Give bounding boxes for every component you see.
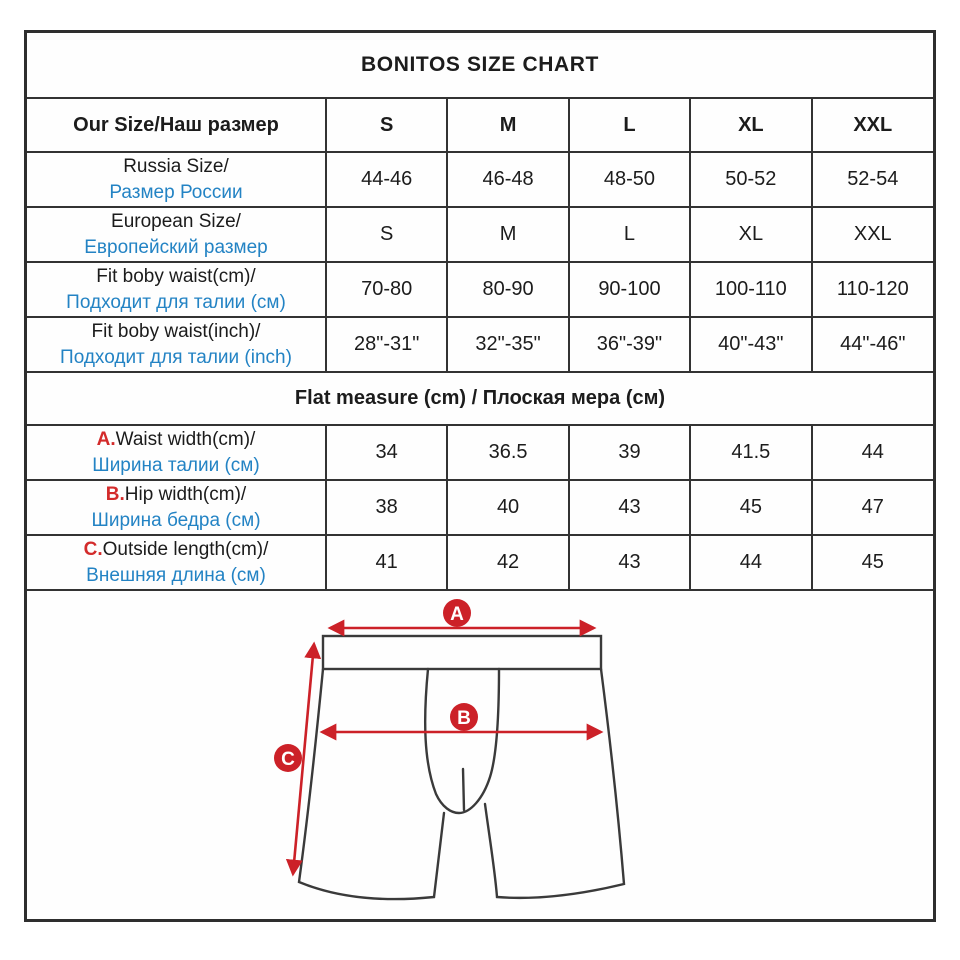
row-hip-width xyxy=(27,480,933,535)
size-value-cell: 42 xyxy=(447,535,568,590)
col-header-xl: XL xyxy=(690,98,811,152)
size-value-cell: 44"-46" xyxy=(812,317,933,372)
size-value-cell: 40"-43" xyxy=(690,317,811,372)
measure-arrows xyxy=(293,628,601,874)
row-european-size xyxy=(27,207,933,262)
flat-measure-header: Flat measure (cm) / Плоская мера (см) xyxy=(27,372,933,425)
size-value-cell: 34 xyxy=(326,425,447,480)
boxer-briefs-diagram xyxy=(27,591,933,920)
row-label-en xyxy=(27,537,325,563)
row-label-en-text: Outside length(cm)/ xyxy=(102,538,269,560)
fly-line xyxy=(463,769,464,810)
size-value-cell: 44-46 xyxy=(326,152,447,207)
header-row xyxy=(27,98,933,152)
row-label-european-size xyxy=(27,207,326,262)
size-value-cell: L xyxy=(569,207,690,262)
size-value-cell: 50-52 xyxy=(690,152,811,207)
row-label-hip-width xyxy=(27,480,326,535)
measurement-diagram xyxy=(27,591,933,920)
col-header-m: M xyxy=(447,98,568,152)
size-value-cell: 43 xyxy=(569,480,690,535)
row-label-en-text: Waist width(cm)/ xyxy=(115,428,256,450)
size-value-cell: 80-90 xyxy=(447,262,568,317)
size-value-cell: 36"-39" xyxy=(569,317,690,372)
size-value-cell: 28"-31" xyxy=(326,317,447,372)
size-value-cell: 43 xyxy=(569,535,690,590)
badge-b-label: B xyxy=(457,708,471,729)
row-label-en: Fit boby waist(inch)/ xyxy=(91,320,261,342)
row-label-fit-waist-inch xyxy=(27,317,326,372)
section-header-row xyxy=(27,372,933,425)
size-value-cell: M xyxy=(447,207,568,262)
measure-letter-c: C. xyxy=(83,538,103,560)
left-leg-outline xyxy=(299,669,444,899)
size-value-cell: 41.5 xyxy=(690,425,811,480)
size-value-cell: 44 xyxy=(690,535,811,590)
row-label-en xyxy=(27,482,325,508)
size-value-cell: 45 xyxy=(690,480,811,535)
size-chart-table xyxy=(27,33,933,591)
header-our-size: Our Size/Наш размер xyxy=(27,98,326,152)
size-value-cell: 110-120 xyxy=(812,262,933,317)
row-label-en: Fit boby waist(cm)/ xyxy=(96,265,256,287)
size-value-cell: 47 xyxy=(812,480,933,535)
row-label-ru: Размер России xyxy=(109,181,243,203)
col-header-xxl: XXL xyxy=(812,98,933,152)
size-value-cell: 90-100 xyxy=(569,262,690,317)
title-row xyxy=(27,33,933,98)
size-value-cell: 48-50 xyxy=(569,152,690,207)
row-label-outside-length xyxy=(27,535,326,590)
size-value-cell: 41 xyxy=(326,535,447,590)
row-label-ru: Ширина бедра (см) xyxy=(91,509,261,531)
row-label-ru: Европейский размер xyxy=(84,236,268,258)
row-fit-waist-cm xyxy=(27,262,933,317)
size-value-cell: 45 xyxy=(812,535,933,590)
row-label-fit-waist-cm xyxy=(27,262,326,317)
col-header-s: S xyxy=(326,98,447,152)
size-value-cell: 44 xyxy=(812,425,933,480)
right-leg-outline xyxy=(485,669,624,898)
size-value-cell: 70-80 xyxy=(326,262,447,317)
pouch-outline xyxy=(425,669,499,813)
row-label-ru: Внешняя длина (см) xyxy=(86,564,266,586)
size-value-cell: 38 xyxy=(326,480,447,535)
size-value-cell: 32"-35" xyxy=(447,317,568,372)
badge-a-label: A xyxy=(450,604,464,625)
size-value-cell: 46-48 xyxy=(447,152,568,207)
size-value-cell: 36.5 xyxy=(447,425,568,480)
row-label-russia-size xyxy=(27,152,326,207)
row-label-en: Russia Size/ xyxy=(123,155,229,177)
measure-letter-a: A. xyxy=(96,428,116,450)
badge-c-label: C xyxy=(281,749,295,770)
size-value-cell: XL xyxy=(690,207,811,262)
page-title: BONITOS SIZE CHART xyxy=(27,33,933,98)
row-label-en xyxy=(27,427,325,453)
row-fit-waist-inch xyxy=(27,317,933,372)
row-label-ru: Ширина талии (см) xyxy=(92,454,260,476)
row-label-ru: Подходит для талии (см) xyxy=(66,291,286,313)
waistband xyxy=(323,636,601,669)
row-label-ru: Подходит для талии (inch) xyxy=(60,346,292,368)
size-value-cell: 39 xyxy=(569,425,690,480)
row-waist-width xyxy=(27,425,933,480)
size-chart-frame xyxy=(24,30,936,922)
row-label-en: European Size/ xyxy=(111,210,241,232)
row-label-waist-width xyxy=(27,425,326,480)
boxer-briefs-outline xyxy=(299,636,624,899)
col-header-l: L xyxy=(569,98,690,152)
size-value-cell: 100-110 xyxy=(690,262,811,317)
size-value-cell: 40 xyxy=(447,480,568,535)
size-value-cell: XXL xyxy=(812,207,933,262)
size-value-cell: S xyxy=(326,207,447,262)
row-label-en-text: Hip width(cm)/ xyxy=(124,483,247,505)
row-russia-size xyxy=(27,152,933,207)
measure-letter-b: B. xyxy=(105,483,125,505)
row-outside-length xyxy=(27,535,933,590)
size-value-cell: 52-54 xyxy=(812,152,933,207)
